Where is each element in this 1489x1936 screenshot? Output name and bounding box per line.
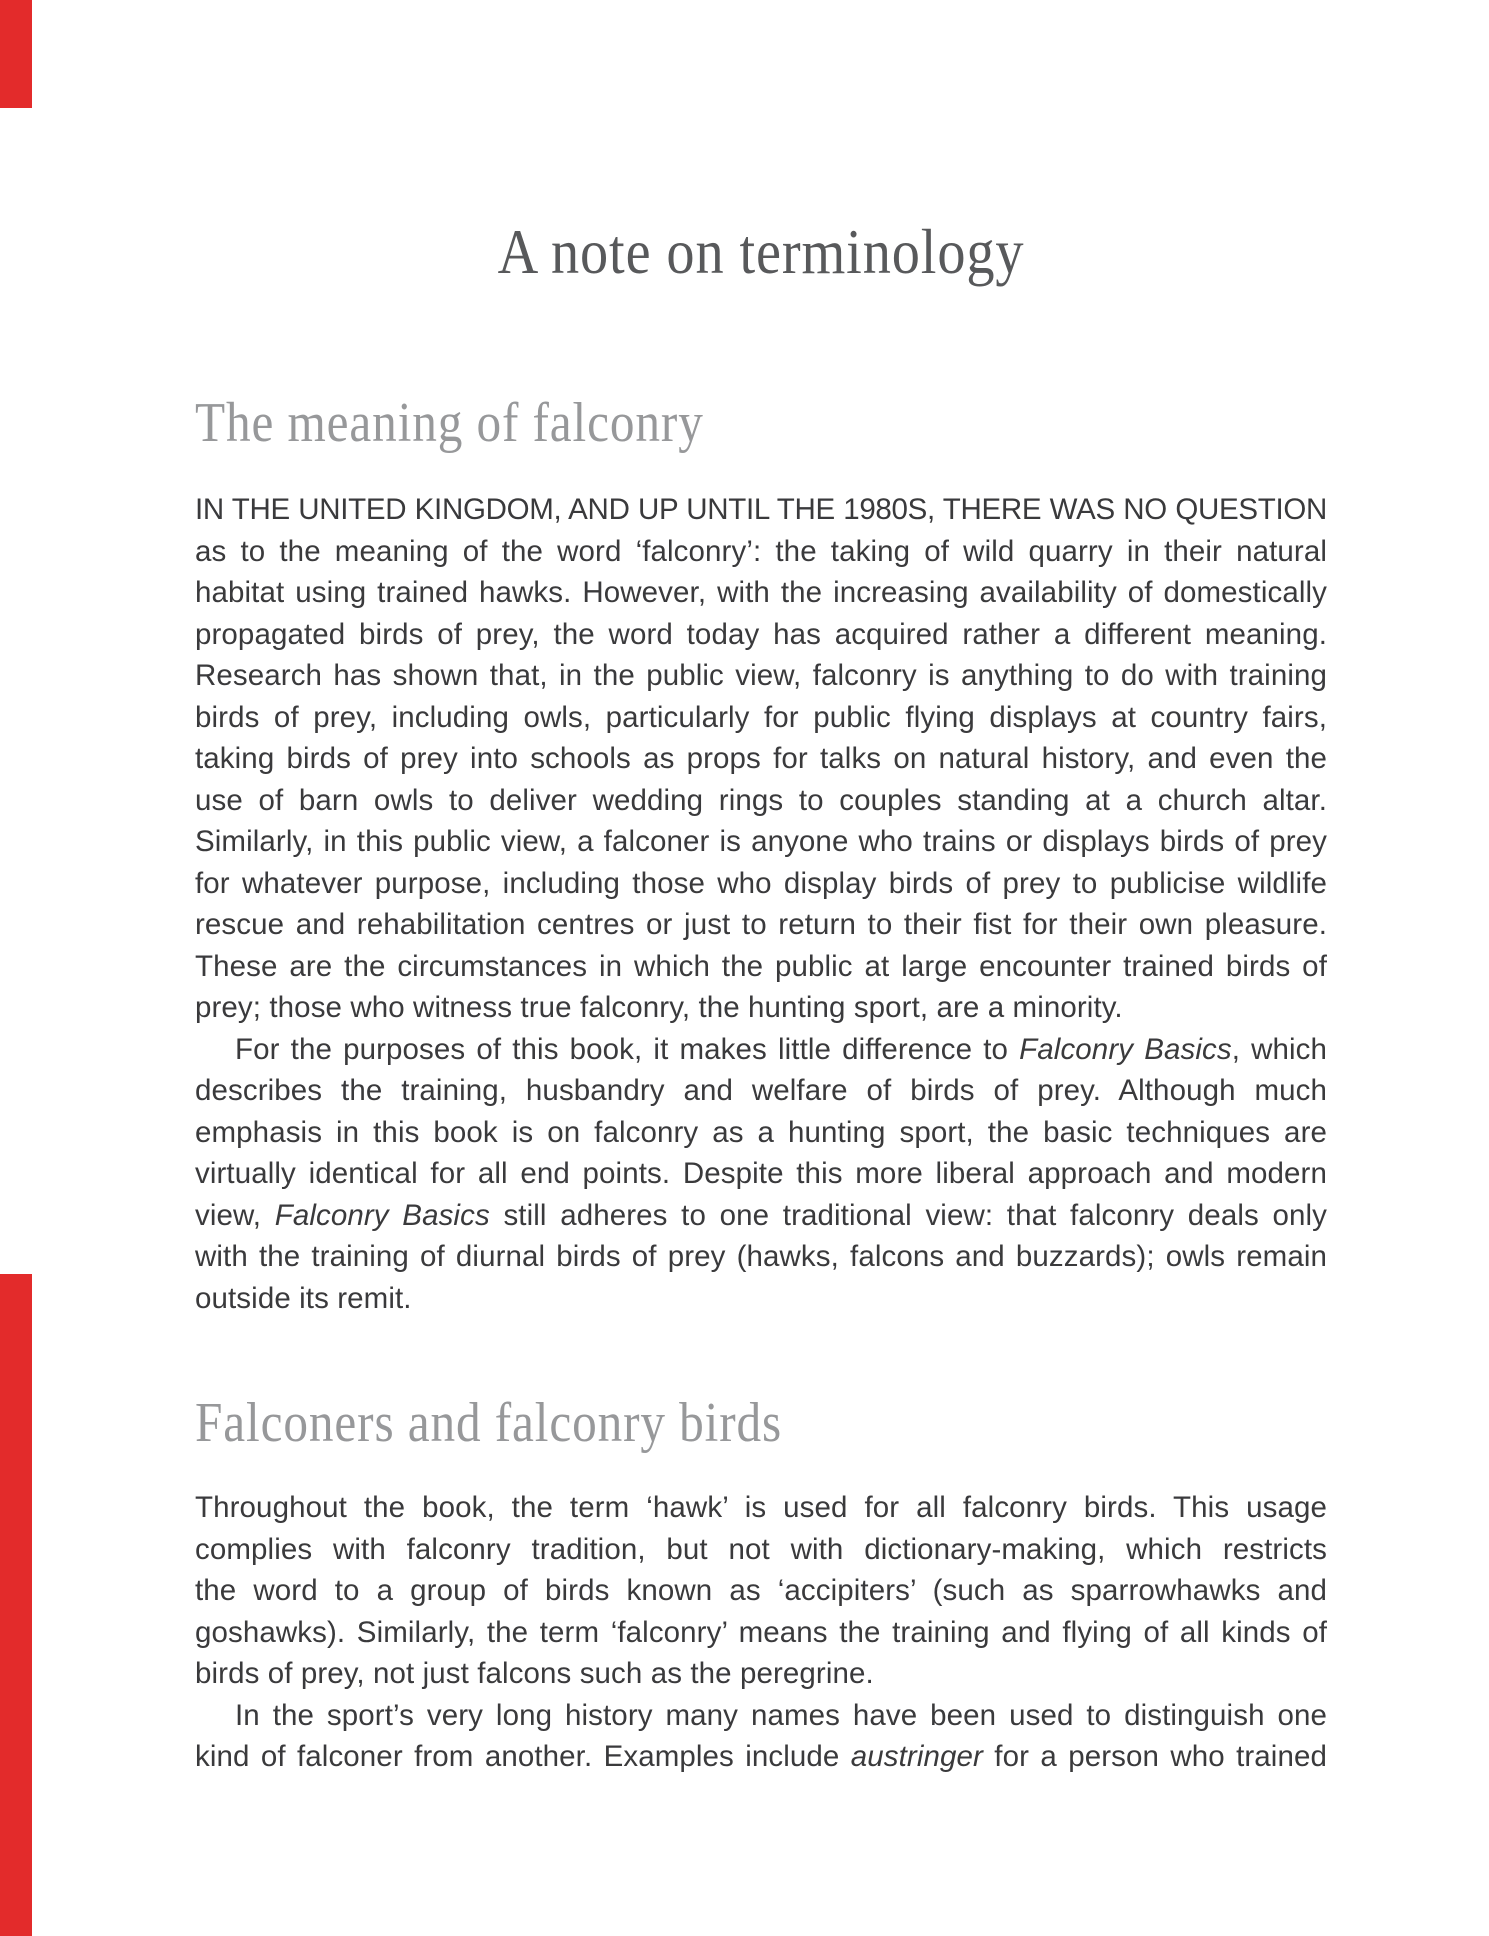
body-line (195, 572, 1327, 614)
plain-text: still adheres to one traditional view: that falconry deals only (489, 1198, 1327, 1232)
plain-text: kind of falconer from another. Examples include (195, 1740, 851, 1773)
body-line (195, 1278, 1327, 1320)
paragraph-group (195, 1487, 1327, 1778)
plain-text: complies with falconry tradition, but not with dictionary-making, which restricts (195, 1532, 1327, 1566)
body-line (195, 1695, 1327, 1737)
plain-text: goshawks). Similarly, the term ‘falconry’ means the training and flying of all kinds of (195, 1615, 1327, 1649)
plain-text: outside its remit. (195, 1281, 412, 1315)
body-paragraph (195, 1487, 1327, 1695)
body-line (195, 1153, 1327, 1195)
body-line (195, 863, 1327, 905)
body-line (195, 531, 1327, 573)
plain-text: For the purposes of this book, it makes little difference to (235, 1032, 1020, 1066)
paragraph-group (195, 489, 1327, 1319)
chapter-title: A note on terminology (497, 216, 1025, 287)
body-line (195, 1570, 1327, 1612)
italic-text: austringer (850, 1740, 983, 1773)
sections-container (195, 392, 1328, 1778)
body-line (195, 655, 1327, 697)
plain-text: view, (195, 1198, 275, 1232)
plain-text: habitat using trained hawks. However, with the increasing availability of domestically (195, 576, 1327, 609)
plain-text: Similarly, in this public view, a falconer is anyone who trains or displays birds of prey (195, 825, 1327, 858)
plain-text: , which (1231, 1032, 1328, 1066)
plain-text: emphasis in this book is on falconry as a hunting sport, the basic techniques are (195, 1115, 1327, 1149)
body-line (195, 1653, 1327, 1695)
italic-text: Falconry Basics (274, 1198, 490, 1232)
plain-text: prey; those who witness true falconry, the hunting sport, are a minority. (195, 991, 1123, 1024)
body-line (195, 780, 1327, 822)
plain-text: IN THE UNITED KINGDOM, AND UP UNTIL THE 1980S, THERE WAS NO QUESTION (195, 493, 1327, 526)
plain-text: the word to a group of birds known as ‘accipiters’ (such as sparrowhawks and (195, 1574, 1327, 1607)
body-line (195, 987, 1327, 1029)
body-line (195, 821, 1327, 863)
plain-text: rescue and rehabilitation centres or just to return to their fist for their own pleasure. (195, 908, 1327, 941)
plain-text: with the training of diurnal birds of prey (hawks, falcons and buzzards); owls remain (195, 1240, 1327, 1273)
document-section (195, 392, 1328, 1319)
body-line (195, 1195, 1327, 1237)
body-line (195, 738, 1327, 780)
scan-edge-mark-bottom (0, 1274, 32, 1936)
plain-text: as to the meaning of the word ‘falconry’: the taking of wild quarry in their natural (195, 534, 1327, 568)
plain-text: taking birds of prey into schools as props for talks on natural history, and even the (195, 742, 1327, 775)
body-paragraph (195, 489, 1327, 1029)
body-line (195, 1487, 1327, 1529)
section-heading: The meaning of falconry (195, 392, 704, 454)
body-line (195, 1736, 1327, 1778)
plain-text: birds of prey, including owls, particularly for public flying displays at country fairs, (195, 700, 1327, 734)
plain-text: birds of prey, not just falcons such as the peregrine. (195, 1657, 874, 1690)
body-line (195, 946, 1327, 988)
plain-text: In the sport’s very long history many names have been used to distinguish one (235, 1698, 1327, 1732)
body-line (195, 1236, 1327, 1278)
plain-text: for whatever purpose, including those who display birds of prey to publicise wildlife (195, 866, 1327, 900)
body-line (195, 1612, 1327, 1654)
body-line (195, 614, 1327, 656)
body-line (195, 1029, 1327, 1071)
body-paragraph (195, 1695, 1327, 1778)
plain-text: Throughout the book, the term ‘hawk’ is used for all falconry birds. This usage (195, 1491, 1327, 1524)
plain-text: virtually identical for all end points. Despite this more liberal approach and modern (195, 1157, 1327, 1190)
body-line (195, 904, 1327, 946)
document-section (195, 1392, 1327, 1778)
plain-text: propagated birds of prey, the word today has acquired rather a different meaning. (195, 617, 1327, 651)
plain-text: use of barn owls to deliver wedding rings to couples standing at a church altar. (195, 783, 1327, 817)
plain-text: describes the training, husbandry and welfare of birds of prey. Although much (195, 1074, 1327, 1107)
body-paragraph (195, 1029, 1327, 1320)
body-line (195, 1070, 1327, 1112)
page-content (195, 0, 1327, 1778)
body-line (195, 1529, 1327, 1571)
body-line (195, 1112, 1327, 1154)
section-heading: Falconers and falconry birds (195, 1392, 783, 1454)
italic-text: Falconry Basics (1019, 1032, 1232, 1066)
body-line (195, 697, 1327, 739)
plain-text: These are the circumstances in which the public at large encounter trained birds of (195, 949, 1327, 983)
body-line (195, 489, 1327, 531)
plain-text: Research has shown that, in the public view, falconry is anything to do with training (195, 659, 1327, 692)
plain-text: for a person who trained (982, 1740, 1327, 1773)
scan-edge-mark-top (0, 0, 32, 108)
